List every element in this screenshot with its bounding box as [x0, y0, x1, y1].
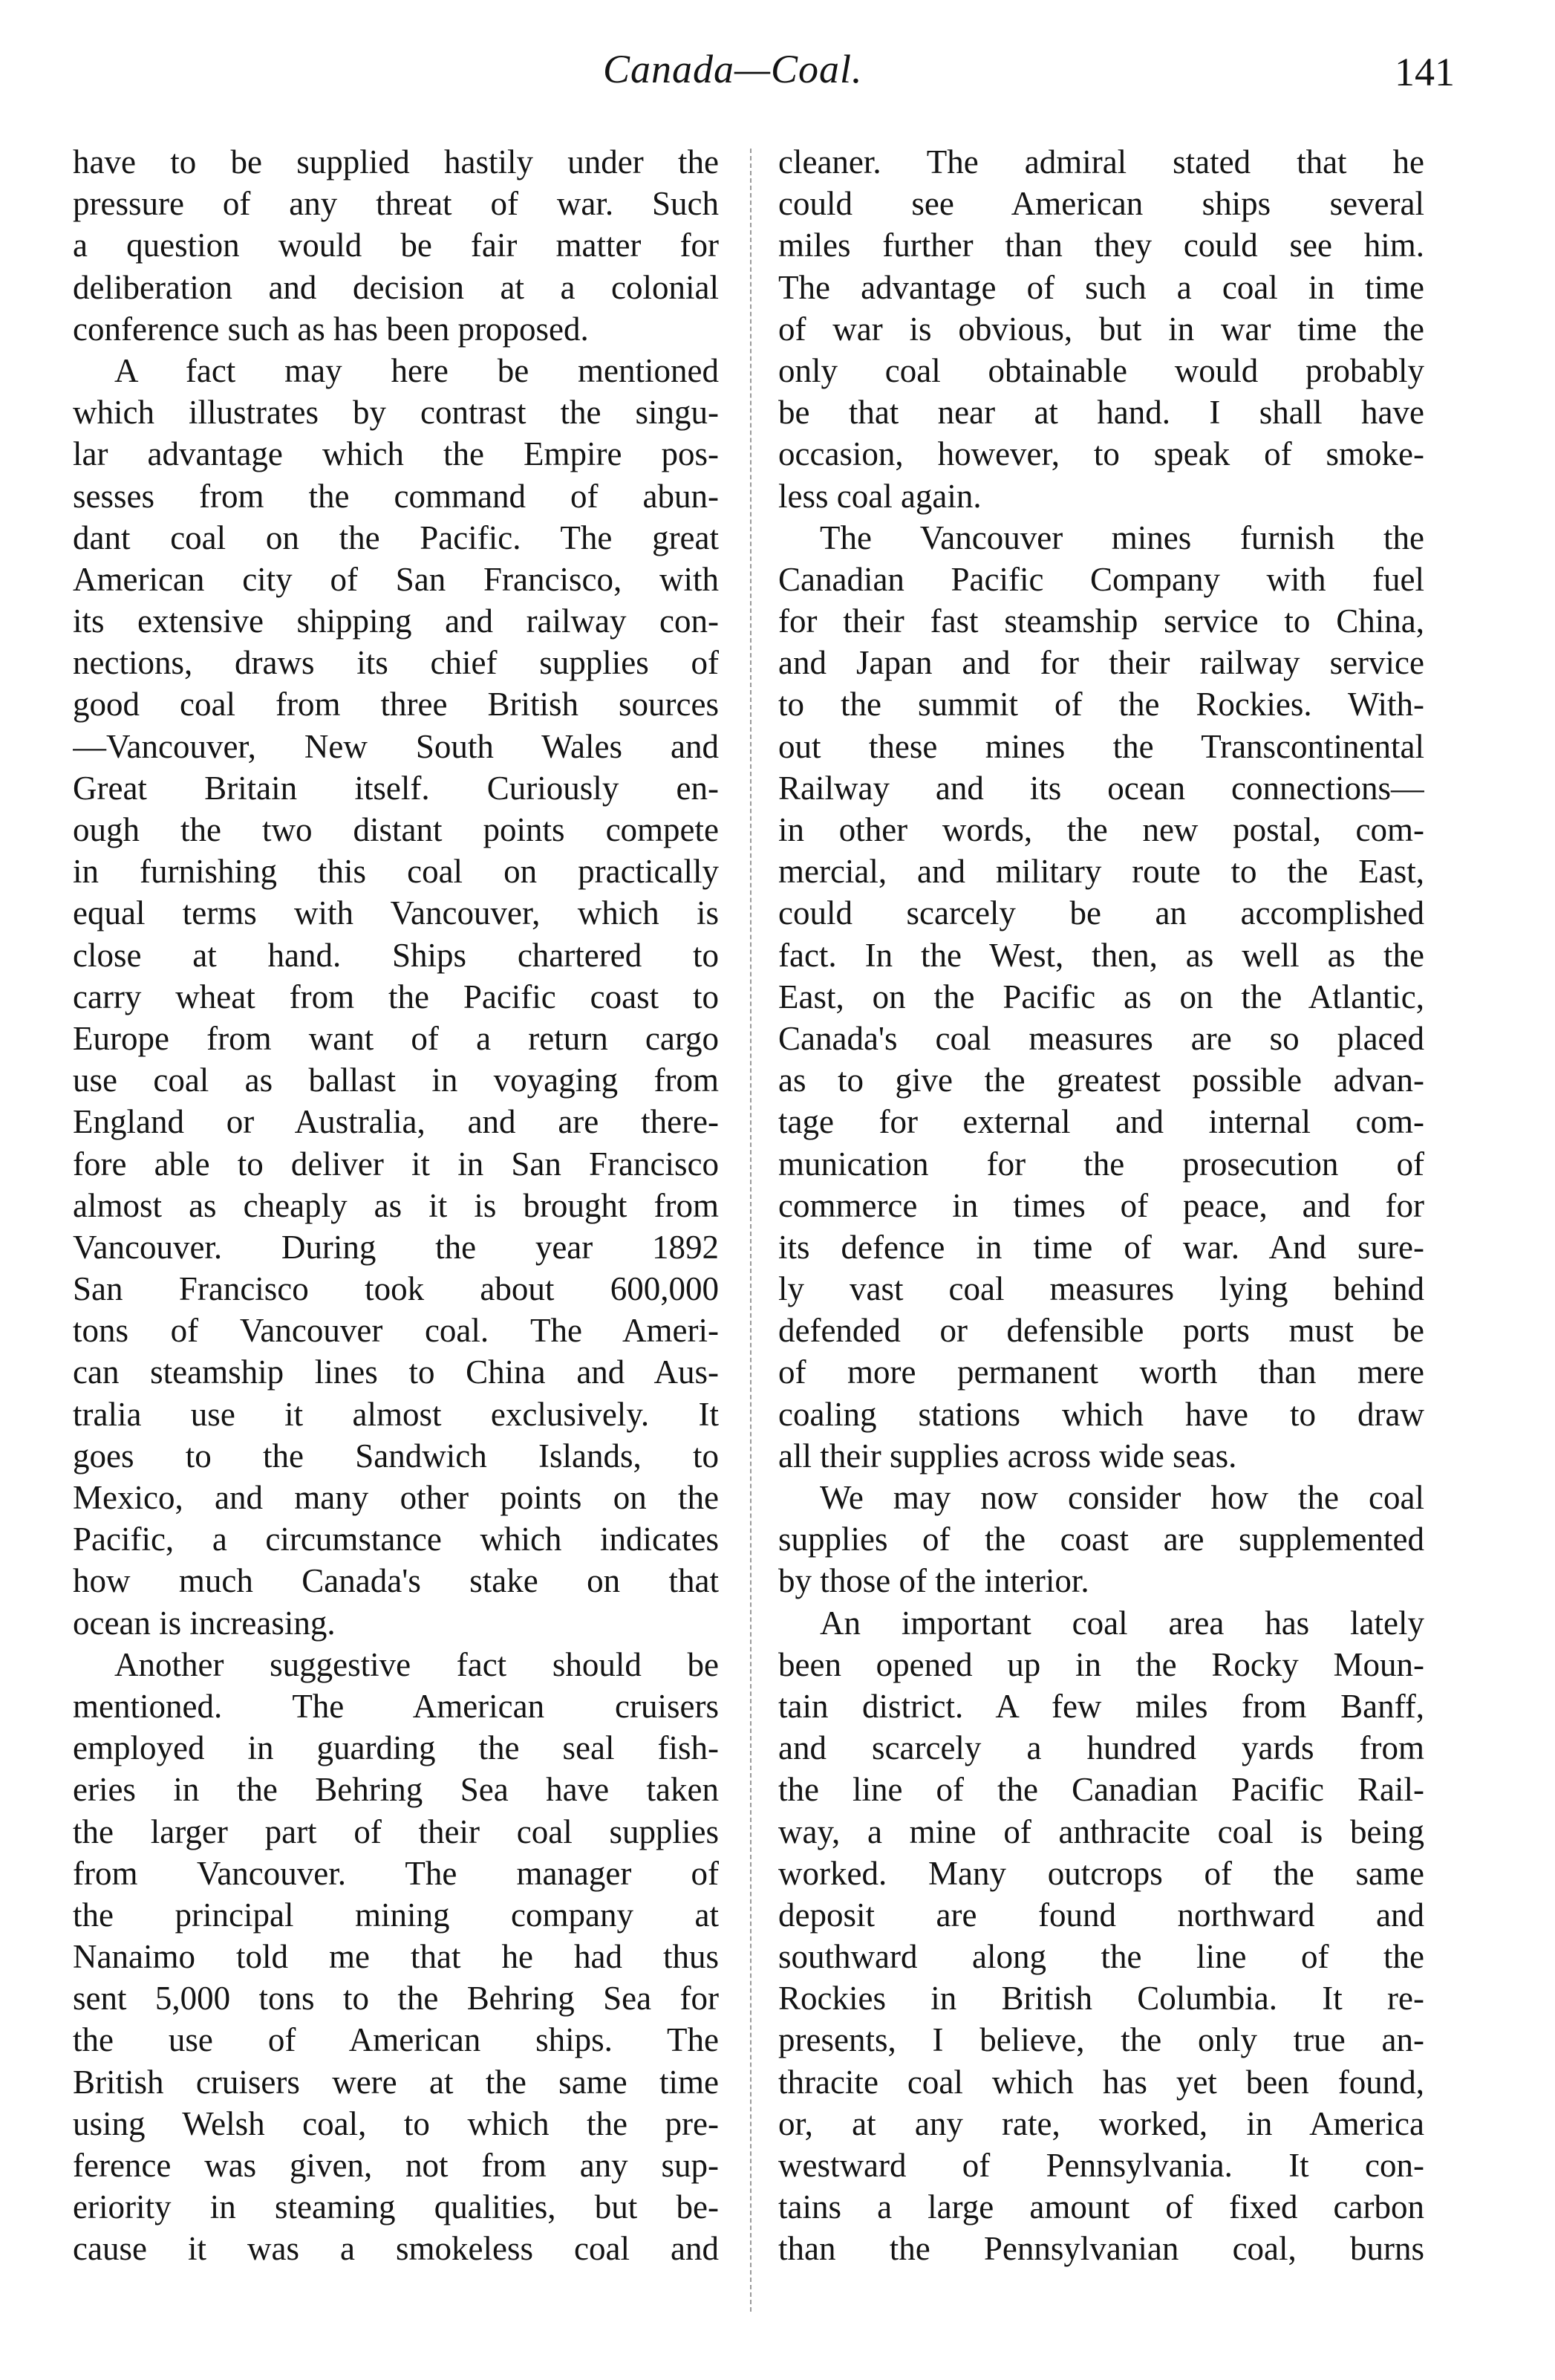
text-line: Mexico, and many other points on the: [73, 1479, 719, 1516]
text-line: from Vancouver. The manager of: [73, 1854, 719, 1892]
text-line: tralia use it almost exclusively. It: [73, 1395, 719, 1433]
text-line: munication for the prosecution of: [778, 1145, 1424, 1183]
right-column: [778, 141, 1424, 2270]
text-line: the line of the Canadian Pacific Rail-: [778, 1771, 1424, 1809]
running-head: [0, 46, 1555, 105]
text-line: could scarcely be an accomplished: [778, 894, 1424, 932]
text-line: of war is obvious, but in war time the: [778, 310, 1424, 348]
text-line: cleaner. The admiral stated that he: [778, 143, 1424, 181]
text-line: southward along the line of the: [778, 1938, 1424, 1976]
text-line: or, at any rate, worked, in America: [778, 2104, 1424, 2142]
text-line: England or Australia, and are there-: [73, 1103, 719, 1141]
text-line: Canadian Pacific Company with fuel: [778, 560, 1424, 598]
text-line: out these mines the Transcontinental: [778, 727, 1424, 765]
text-line: in other words, the new postal, com-: [778, 811, 1424, 848]
page-number: 141: [1395, 50, 1455, 94]
text-line: pressure of any threat of war. Such: [73, 185, 719, 223]
text-line: than the Pennsylvanian coal, burns: [778, 2230, 1424, 2268]
text-line: sent 5,000 tons to the Behring Sea for: [73, 1980, 719, 2018]
text-line: close at hand. Ships chartered to: [73, 936, 719, 974]
text-line: as to give the greatest possible advan-: [778, 1061, 1424, 1099]
text-line: a question would be fair matter for: [73, 227, 719, 264]
text-line: good coal from three British sources: [73, 686, 719, 724]
text-line: less coal again.: [778, 477, 982, 515]
text-line: fore able to deliver it in San Francisco: [73, 1145, 719, 1183]
text-line: tain district. A few miles from Banff,: [778, 1687, 1424, 1725]
text-line: Vancouver. During the year 1892: [73, 1228, 719, 1266]
text-line: its extensive shipping and railway con-: [73, 602, 719, 640]
text-line: Railway and its ocean connections—: [778, 769, 1424, 807]
left-column: [73, 141, 719, 2270]
text-line: dant coal on the Pacific. The great: [73, 518, 719, 556]
text-line: use coal as ballast in voyaging from: [73, 1061, 719, 1099]
text-line: tons of Vancouver coal. The Ameri-: [73, 1312, 719, 1350]
text-line: goes to the Sandwich Islands, to: [73, 1437, 719, 1475]
text-line: thracite coal which has yet been found,: [778, 2063, 1424, 2101]
text-line: how much Canada's stake on that: [73, 1562, 719, 1600]
text-line: The advantage of such a coal in time: [778, 268, 1424, 306]
text-line: coaling stations which have to draw: [778, 1395, 1424, 1433]
text-line: to the summit of the Rockies. With-: [778, 686, 1424, 724]
text-line: equal terms with Vancouver, which is: [73, 894, 719, 932]
text-line: the larger part of their coal supplies: [73, 1812, 719, 1850]
text-line: be that near at hand. I shall have: [778, 394, 1424, 432]
text-line: eries in the Behring Sea have taken: [73, 1771, 719, 1809]
text-line: and Japan and for their railway service: [778, 644, 1424, 682]
text-line: Canada's coal measures are so placed: [778, 1019, 1424, 1057]
text-line: worked. Many outcrops of the same: [778, 1854, 1424, 1892]
paragraph-start-line: The Vancouver mines furnish the: [820, 518, 1424, 556]
text-line: its defence in time of war. And sure-: [778, 1228, 1424, 1266]
text-line: deposit are found northward and: [778, 1896, 1424, 1934]
text-line: conference such as has been proposed.: [73, 310, 589, 348]
text-line: lar advantage which the Empire pos-: [73, 435, 719, 473]
text-line: ough the two distant points compete: [73, 811, 719, 848]
text-line: ocean is increasing.: [73, 1604, 336, 1642]
text-line: miles further than they could see him.: [778, 227, 1424, 264]
text-line: only coal obtainable would probably: [778, 351, 1424, 389]
text-line: which illustrates by contrast the singu-: [73, 394, 719, 432]
text-line: using Welsh coal, to which the pre-: [73, 2104, 719, 2142]
text-line: nections, draws its chief supplies of: [73, 644, 719, 682]
text-line: San Francisco took about 600,000: [73, 1270, 719, 1308]
text-line: Great Britain itself. Curiously en-: [73, 769, 719, 807]
text-line: could see American ships several: [778, 185, 1424, 223]
text-line: sesses from the command of abun-: [73, 477, 719, 515]
text-line: Rockies in British Columbia. It re-: [778, 1980, 1424, 2018]
text-line: fact. In the West, then, as well as the: [778, 936, 1424, 974]
text-line: defended or defensible ports must be: [778, 1312, 1424, 1350]
text-line: westward of Pennsylvania. It con-: [778, 2147, 1424, 2184]
text-line: occasion, however, to speak of smoke-: [778, 435, 1424, 473]
running-title: Canada—Coal.: [603, 47, 863, 91]
text-line: employed in guarding the seal fish-: [73, 1729, 719, 1767]
text-line: ference was given, not from any sup-: [73, 2147, 719, 2184]
text-line: of more permanent worth than mere: [778, 1353, 1424, 1391]
text-line: Nanaimo told me that he had thus: [73, 1938, 719, 1976]
text-line: —Vancouver, New South Wales and: [73, 727, 719, 765]
text-line: supplies of the coast are supplemented: [778, 1521, 1424, 1558]
text-line: presents, I believe, the only true an-: [778, 2021, 1424, 2059]
text-line: the use of American ships. The: [73, 2021, 719, 2059]
paragraph-start-line: We may now consider how the coal: [820, 1479, 1424, 1516]
text-line: ly vast coal measures lying behind: [778, 1270, 1424, 1308]
text-line: Pacific, a circumstance which indicates: [73, 1521, 719, 1558]
text-line: tage for external and internal com-: [778, 1103, 1424, 1141]
text-line: all their supplies across wide seas.: [778, 1437, 1237, 1475]
text-line: been opened up in the Rocky Moun-: [778, 1645, 1424, 1683]
text-line: almost as cheaply as it is brought from: [73, 1186, 719, 1224]
text-line: eriority in steaming qualities, but be-: [73, 2188, 719, 2226]
text-line: by those of the interior.: [778, 1562, 1089, 1600]
text-line: American city of San Francisco, with: [73, 560, 719, 598]
text-line: mentioned. The American cruisers: [73, 1687, 719, 1725]
text-line: deliberation and decision at a colonial: [73, 268, 719, 306]
text-line: East, on the Pacific as on the Atlantic,: [778, 978, 1424, 1015]
text-line: carry wheat from the Pacific coast to: [73, 978, 719, 1015]
text-line: tains a large amount of fixed carbon: [778, 2188, 1424, 2226]
text-line: way, a mine of anthracite coal is being: [778, 1812, 1424, 1850]
paragraph-start-line: Another suggestive fact should be: [114, 1645, 719, 1683]
paragraph-start-line: An important coal area has lately: [820, 1604, 1424, 1642]
text-line: and scarcely a hundred yards from: [778, 1729, 1424, 1767]
text-line: British cruisers were at the same time: [73, 2063, 719, 2101]
text-line: can steamship lines to China and Aus-: [73, 1353, 719, 1391]
text-line: the principal mining company at: [73, 1896, 719, 1934]
paragraph-start-line: A fact may here be mentioned: [114, 351, 719, 389]
text-line: for their fast steamship service to China,: [778, 602, 1424, 640]
text-line: have to be supplied hastily under the: [73, 143, 719, 181]
text-line: Europe from want of a return cargo: [73, 1019, 719, 1057]
text-line: mercial, and military route to the East,: [778, 853, 1424, 891]
text-line: commerce in times of peace, and for: [778, 1186, 1424, 1224]
column-divider: [750, 149, 752, 2312]
text-line: in furnishing this coal on practically: [73, 853, 719, 891]
text-line: cause it was a smokeless coal and: [73, 2230, 719, 2268]
